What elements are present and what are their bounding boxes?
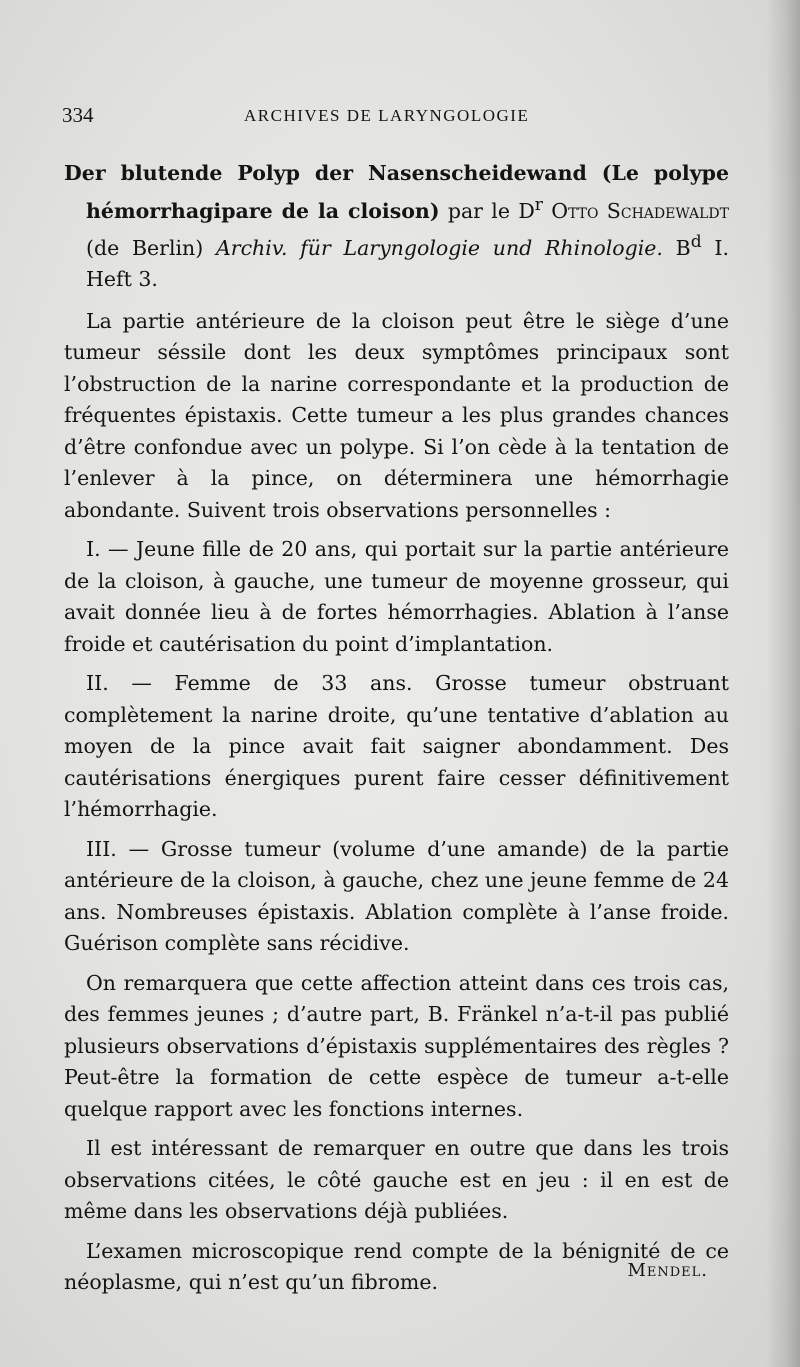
running-head: [62, 103, 730, 133]
paragraph-left-side: Il est intéressant de remarquer en outre que dans les trois observations citées, le côté gauche est en jeu : il en est de même dans les observations déjà publiées.: [64, 1136, 729, 1224]
paragraph-intro: La partie antérieure de la cloison peut être le siège d’une tumeur séssile dont les deux symptômes principaux sont l’obstruction de la narine correspondante et la production de fréquentes épistaxis. Cette tumeur a les plus grandes chances d’être confondue avec un polype. Si l’on cède à la tentation de l’enlever à la pince, on déterminera une hémorrhagie abondante. Suivent trois observations personnelles :: [64, 308, 729, 522]
volume-prefix: B: [662, 235, 691, 260]
author-origin: (de Berlin): [86, 235, 216, 260]
paragraph-observation-3: III. — Grosse tumeur (volume d’une amande) de la partie antérieure de la cloison, à gauche, chez une jeune femme de 24 ans. Nombreuses épistaxis. Ablation complète à l’anse froide. Guérison complète sans récidive.: [64, 836, 729, 956]
author-title-sup: r: [534, 194, 543, 215]
journal-title: ARCHIVES DE LARYNGOLOGIE: [244, 106, 530, 125]
source-journal: Archiv. für Laryngologie und Rhinologie.: [215, 235, 663, 260]
signature: Mendel.: [627, 1260, 708, 1281]
paragraph-remark: On remarquera que cette affection atteint dans ces trois cas, des femmes jeunes ; d’autre part, B. Fränkel n’a-t-il pas publié plusieurs observations d’épistaxis supplémentaires des règles ? Peut-être la formation de cette espèce de tumeur a-t-elle quelque rapport avec les fonctions internes.: [64, 970, 729, 1121]
page-number: 334: [62, 103, 94, 127]
author-name: Otto Schadewaldt: [542, 198, 729, 223]
paragraph-microscopic: L’examen microscopique rend compte de la bénignité de ce néoplasme, qui n’est qu’un fibrome.: [64, 1238, 729, 1295]
author-intro: par le D: [439, 198, 535, 223]
page-shadow: [766, 0, 800, 1367]
paragraph-observation-2: II. — Femme de 33 ans. Grosse tumeur obstruant complètement la narine droite, qu’une tentative d’ablation au moyen de la pince avait fait saigner abondamment. Des cautérisations énergiques purent faire cesser définitivement l’hémorrhagie.: [64, 671, 729, 822]
volume-suffix: I. Heft 3.: [86, 235, 729, 292]
paragraph-observation-1: I. — Jeune fille de 20 ans, qui portait sur la partie antérieure de la cloison, à gauche, une tumeur de moyenne grosseur, qui avait donnée lieu à de fortes hémorrhagies. Ablation à l’anse froide et cautérisation du point d’implantation.: [64, 537, 729, 656]
article-heading: [64, 158, 729, 296]
volume-sup: d: [690, 231, 702, 252]
article-title: Der blutende Polyp der Nasenscheidewand (Le polype hémorrhagipare de la cloison): [64, 161, 729, 223]
article-body: [64, 158, 729, 1307]
